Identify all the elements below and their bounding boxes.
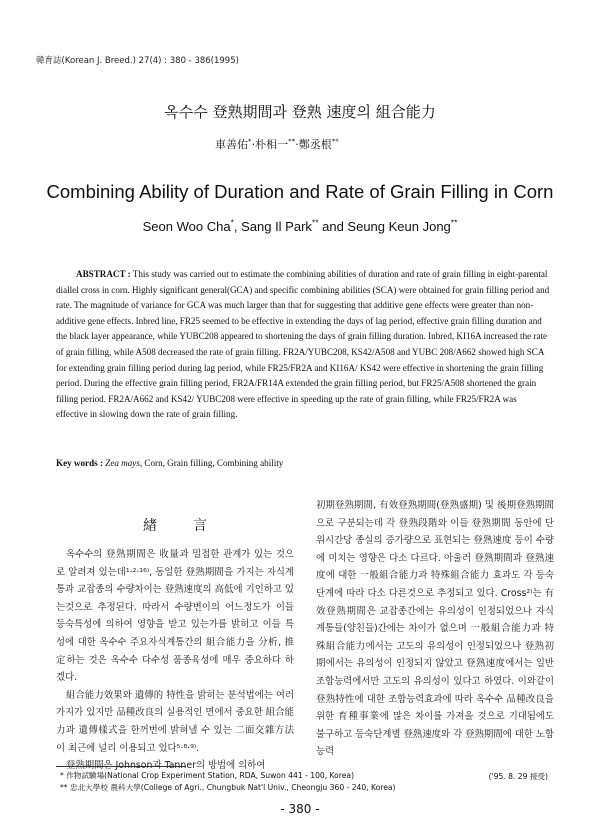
keywords-list: , Corn, Grain filling, Combining ability: [139, 458, 284, 468]
abstract-text: This study was carried out to estimate the combining abilities of duration and rate of grain filling in eight-parental diallel cross in corn. Highly significant general(GCA) and specific combining abilities (SCA) were obtained for grain filling period and rate. The magnitude of variance for GCA was much larger than that for suggesting that additive gene effects were greater than non-additive gene effects. Inbred line, FR25 seemed to be effective in extending the days of lag period, effective grain filling duration and the black layer appearance, while YUBC208 appeared to shortening the days of grain filling duration. Inbred, KI16A increased the rate of grain filling, while A508 decreased the rate of grain filling. FR2A/YUBC208, KS42/A508 and YUBC 208/A662 showed high SCA for extending grain filling period during lag period, while FR25/FR2A and KI16A/ KS42 were effective in shortening the grain filling period. During the effective grain filling period, FR2A/FR14A extended the grain filling period, but FR25/A508 shortened the grain filling period. FR2A/A662 and KS42/ YUBC208 were effective in speeding up the rate of grain filling, while FR25/FR2A was effective in slowing down the rate of grain filling.: [56, 269, 550, 420]
affiliation-mark: *: [248, 136, 252, 146]
author-separator: ·: [295, 138, 299, 151]
footnote-rule: [56, 766, 186, 767]
footnote-2: ** 忠北大學校 農科大學(College of Agri., Chungbuk Nat'l Univ., Cheongju 360 - 240, Korea): [60, 782, 396, 792]
affiliation-mark: **: [311, 217, 319, 228]
english-author-1: Seon Woo Cha: [142, 219, 231, 234]
english-title: Combining Ability of Duration and Rate of Grain Filling in Corn: [46, 181, 554, 202]
affiliation-mark: *: [230, 217, 234, 228]
author-separator: and: [318, 219, 348, 234]
footnote-1: * 作物試驗場(National Crop Experiment Station, RDA, Suwon 441 - 100, Korea): [60, 771, 355, 780]
affiliation-mark: **: [331, 136, 339, 146]
left-column: [56, 546, 294, 775]
received-date: ('95. 8. 29 接受): [488, 772, 548, 781]
korean-author-3: 鄭丞根: [298, 138, 332, 151]
affiliation-mark: **: [288, 136, 296, 146]
page-number: - 380 -: [280, 802, 320, 816]
keywords: [56, 458, 283, 468]
english-author-2: Sang Il Park: [241, 219, 312, 234]
right-column: [316, 497, 554, 761]
footnotes: [60, 770, 396, 793]
author-separator: ·: [251, 138, 256, 151]
english-author-3: Seung Keun Jong: [347, 219, 451, 234]
korean-title: 옥수수 登熟期間과 登熟 速度의 組合能力: [164, 103, 436, 121]
paragraph: 初期登熟期間, 有效登熟期間(登熟盛期) 및 後期登熟期間으로 구분되는데 각 登熟段階와 이들 登熟期間 동안에 단위시간당 종실의 증가량으로 표현되는 登熟速度 등이 수량에 미치는 영향은 다소 다르다. 아울러 登熟期間과 登熟速度에 대한 一般組合能力과 特殊組合能力 효과도 각 등숙단계에 따라 다소 다른것으로 추정되고 있다. Cross²⁾는 有效登熟期間은 교잡종간에는 유의성이 인정되었으나 자식계통들(양친들)간에는 차이가 없으며 一般組合能力과 特殊組合能力에서는 고도의 유의성이 인정되었으나 登熟初期에서는 유의성이 인정되지 않았고 登熟速度에서는 일반 조합능력에서만 고도의 유의성이 있다고 하였다. 이와같이 登熟特性에 대한 조합능력효과에 따라 옥수수 品種改良을 위한 育種事業에 많은 차이를 가져올 것으로 기대됨에도 불구하고 등숙단계별 登熟速度와 각 登熟期間에 대한 노합능력: [316, 500, 554, 758]
english-authors: [0, 219, 600, 234]
paragraph: 登熟期間은 Johnson과 Tanner의 방법에 의하여: [66, 760, 266, 772]
author-separator: ,: [233, 219, 242, 234]
abstract-label: ABSTRACT :: [76, 269, 131, 279]
korean-author-2: 朴相一: [255, 138, 289, 151]
section-heading-introduction: 緖言: [143, 518, 243, 534]
journal-citation: 韓育誌(Korean J. Breed.) 27(4) : 380 - 386(1995): [36, 56, 239, 66]
paragraph: 옥수수의 登熟期間은 收量과 밀접한 관계가 있는 것으로 알려져 있는데¹·²·¹⁶⁾, 동일한 登熟期間을 가지는 자식계통과 교잡종의 수량차이는 登熟速度의 高低에 기인하고 있는것으로 추정된다. 따라서 수량변이의 어느정도가 이들 등숙특성에 의하여 영향을 받고 있는가를 밝히고 이들 특성에 대한 옥수수 주요자식계통간의 組合能力을 分析, 推定하는 것은 옥수수 다수성 품종육성에 매우 중요하다 하겠다.: [56, 549, 294, 684]
paragraph: 組合能力效果와 遺傳的 特性을 밝히는 분석법에는 여러가지가 있지만 品種改良의 실용적인 면에서 중요한 組合能力과 遺傳樣式을 한꺼번에 밝혀낼 수 있는 二面交雜方法이 최근에 널리 이용되고 있다⁵·⁸·⁹⁾.: [56, 689, 294, 754]
affiliation-mark: **: [450, 217, 458, 228]
korean-author-1: 車善佑: [215, 138, 248, 151]
korean-authors: [215, 136, 339, 152]
keyword-species: Zea mays: [105, 458, 140, 468]
keywords-label: Key words :: [56, 458, 103, 468]
abstract: [56, 267, 550, 423]
